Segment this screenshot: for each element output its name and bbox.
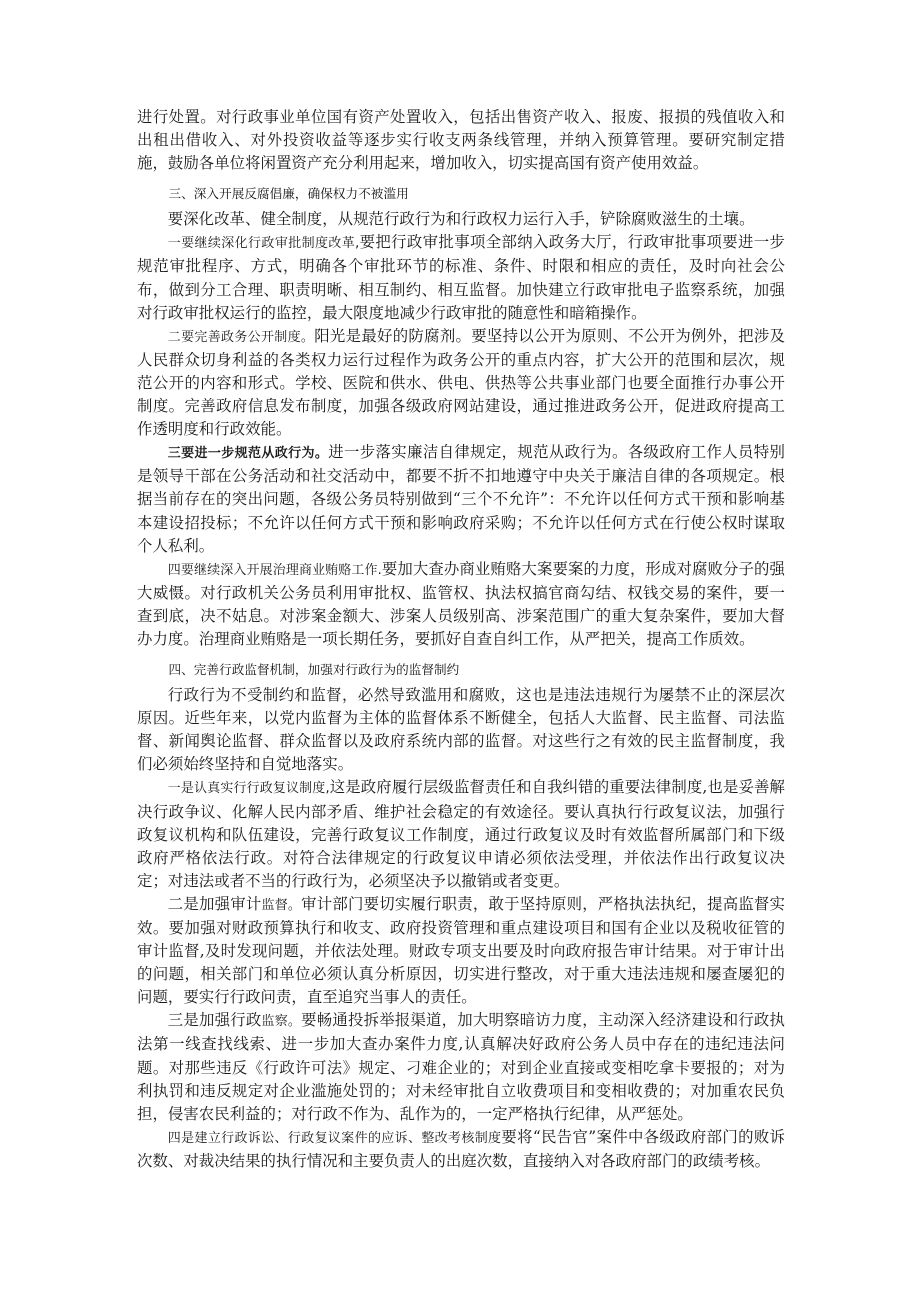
item-text: 要畅通投拆举报渠道，加大明察暗访力度，主动深入经济建设和行政执法第一线查找线索、进一步加大查办案件力度,认真解决好政府公务人员中存在的违纪违法问题。对那些违反《行政许可法》规定、刁难企业的；对到企业直接或变相吃拿卡要报的；对为利执罚和违反规定对企业滥施处罚的；对未经审批自立收费项目和变相收费的；对加重农民负担，侵害农民利益的；对行政不作为、乱作为的，一定严格执行纪律，从严惩处。 [137, 1011, 785, 1123]
item-lead: 监察。 [261, 1014, 302, 1030]
item-text: 审计部门要切实履行职责，敢于坚持原则，严格执法执纪，提高监督实效。要加强对财政预算执行和收支、政府投资管理和重点建设项目和国有企业以及税收征管的审计监督,及时发现问题，并依法处理。财政专项支出要及时向政府报告审计结果。对于审计出的问题，相关部门和单位必须认真分析原因，切实进行整改，对于重大违法违规和屡查屡犯的问题，要实行行政问责，直至追究当事人的责任。 [137, 894, 785, 1007]
item-lead-plain: 二是加强审计 [167, 894, 262, 913]
item-lead: 监督。 [261, 897, 302, 913]
section-4-item-4 [137, 1126, 785, 1173]
item-lead: 二要完善政务公开制度。 [167, 329, 315, 345]
item-text: 阳光是最好的防腐剂。要坚持以公开为原则、不公开为例外，把涉及人民群众切身利益的各类权力运行过程作为政务公开的重点内容，扩大公开的范围和层次，规范公开的内容和形式。学校、医院和供水、供电、供热等公共事业部门也要全面推行办事公开制度。完善政府信息发布制度，加强各级政府网站建设，通过推进政务公开，促进政府提高工作透明度和行政效能。 [137, 326, 785, 439]
section-4-intro: 行政行为不受制约和监督，必然导致滥用和腐败，这也是违法违规行为屡禁不止的深层次原因。近些年来，以党内监督为主体的监督体系不断健全，包括人大监督、民主监督、司法监督、新闻舆论监督、群众监督以及政府系统内部的监督。对这些行之有效的民主监督制度，我们必须始终坚持和自觉地落实。 [137, 686, 785, 774]
section-4-item-2 [137, 893, 785, 1009]
item-lead: 四要继续深入开展治理商业贿赂工作. [167, 562, 382, 578]
item-text: 要将“民告官”案件中各级政府部门的败诉次数、对裁决结果的执行情况和主要负责人的出庭次数，直接纳入对各政府部门的政绩考核。 [137, 1127, 785, 1170]
item-text: 要加大查办商业贿赂大案要案的力度，形成对腐败分子的强大威慑。对行政机关公务员利用审批权、监管权、执法权搞官商勾结、权钱交易的案件，要一查到底，决不姑息。对涉案金额大、涉案人员级别高、涉案范围广的重大复杂案件，要加大督办力度。治理商业贿赂是一项长期任务，要抓好自查自纠工作，从严把关，提高工作质效。 [137, 559, 785, 648]
section-3-intro: 要深化改革、健全制度，从规范行政行为和行政权力运行入手，铲除腐败滋生的土壤。 [167, 210, 755, 229]
item-lead: 四是建立行政诉讼、行政复议案件的应诉、整改考核制度 [167, 1130, 502, 1146]
section-3-item-3 [137, 441, 785, 557]
item-text: 进一步落实廉洁自律规定，规范从政行为。各级政府工作人员特别是领导干部在公务活动和社交活动中，都要不折不扣地遵守中央关于廉洁自律的各项规定。根据当前存在的突出问题，各级公务员特别做到“三个不允许”：不允许以任何方式干预和影响基本建设招投标；不允许以任何方式干预和影响政府采购；不允许以任何方式在行使公权时谋取个人私利。 [137, 443, 785, 555]
section-4-item-1 [137, 776, 785, 892]
item-text: 要把行政审批事项全部纳入政务大厅，行政审批事项要进一步规范审批程序、方式，明确各个审批环节的标准、条件、时限和相应的责任，及时向社会公布，做到分工合理、职责明晰、相互制约、相互监督。加快建立行政审批电子监察系统，加强对行政审批权运行的监控，最大限度地减少行政审批的随意性和暗箱操作。 [137, 233, 785, 322]
item-text: 这是政府履行层级监督责任和自我纠错的重要法律制度,也是妥善解决行政争议、化解人民内部矛盾、维护社会稳定的有效途径。要认真执行行政复议法，加强行政复议机构和队伍建设，完善行政复议工作制度，通过行政复议及时有效监督所属部门和下级政府严格依法行政。对符合法律规定的行政复议申请必须依法受理，并依法作出行政复议决定；对违法或者不当的行政行为，必须坚决予以撤销或者变更。 [137, 778, 785, 890]
item-lead: 三要进一步规范从政行为。 [167, 446, 329, 462]
document-page [137, 106, 785, 1173]
item-lead: 一是认真实行行政复议制度, [167, 781, 330, 797]
section-3-item-2 [137, 325, 785, 441]
section-3-heading: 三、深入开展反腐倡廉，确保权力不被滥用 [168, 186, 409, 202]
section-4-heading: 四、完善行政监督机制，加强对行政行为的监督制约 [168, 662, 460, 678]
item-lead: 一要继续深化行政审批制度改革, [167, 236, 360, 252]
section-4-item-3 [137, 1009, 785, 1125]
item-lead-plain: 三是加强行政 [167, 1011, 262, 1030]
intro-paragraph: 进行处置。对行政事业单位国有资产处置收入，包括出售资产收入、报废、报损的残值收入和出租出借收入、对外投资收益等逐步实行收支两条线管理，并纳入预算管理。要研究制定措施，鼓励各单位将闲置资产充分利用起来，增加收入，切实提高国有资产使用效益。 [137, 108, 785, 173]
section-3-item-4 [137, 558, 785, 651]
section-3-item-1 [137, 231, 785, 324]
